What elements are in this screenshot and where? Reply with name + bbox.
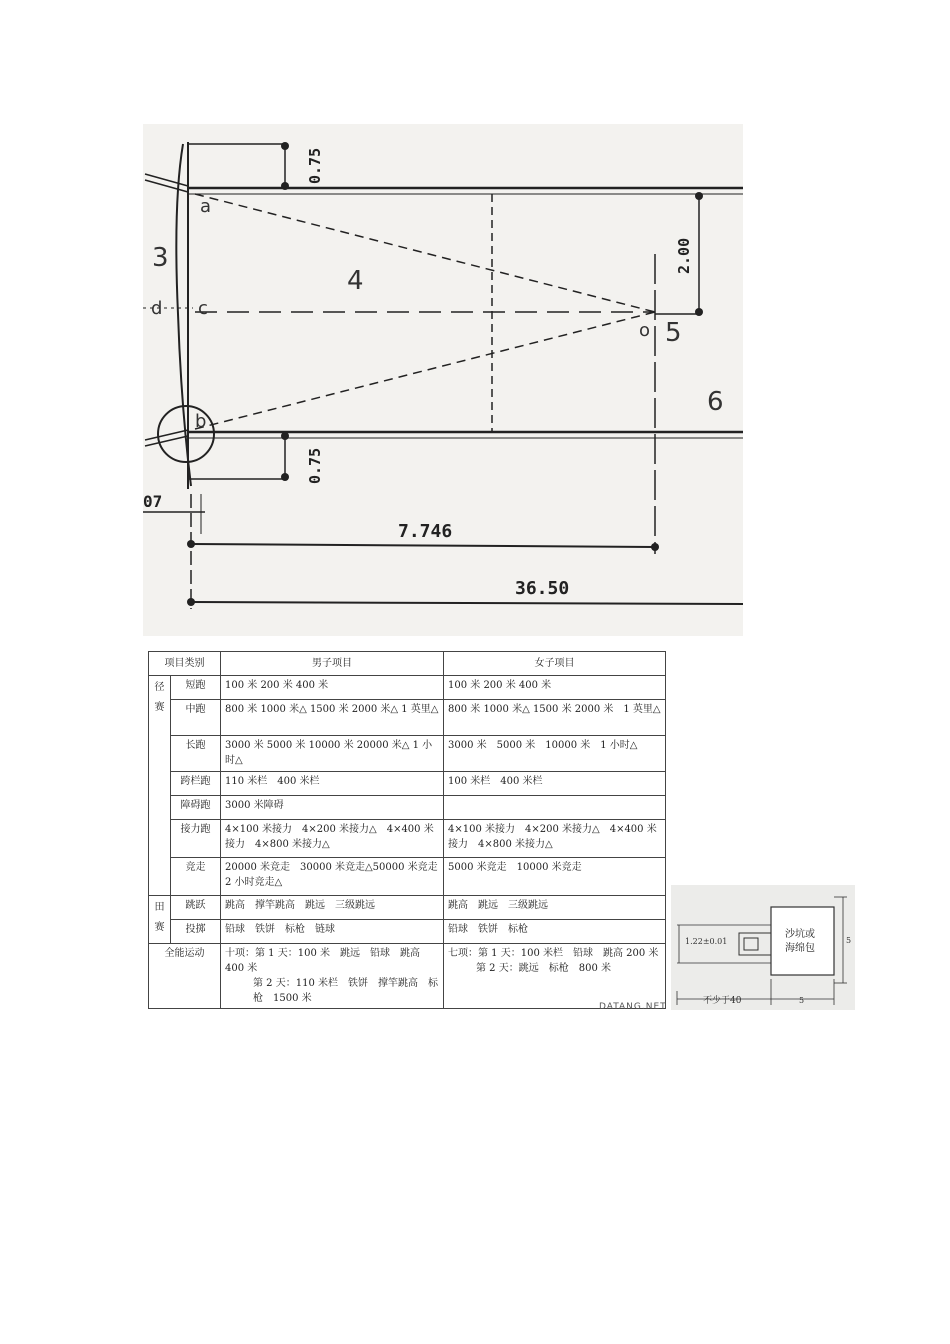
watermark: DATANG.NET [599, 1002, 667, 1012]
combined-men [221, 944, 444, 1009]
row-sub: 跳跃 [171, 896, 221, 920]
combined-men-day1: 十项：第 1 天：100 米 跳远 铅球 跳高 400 米 [225, 948, 420, 974]
row-sub: 短跑 [171, 676, 221, 700]
pit-box-label-1: 沙坑或 [785, 929, 815, 940]
row-men: 4×100 米接力 4×200 米接力△ 4×400 米接力 4×800 米接力△ [221, 820, 444, 858]
zone-6: 6 [707, 387, 724, 417]
header-women: 女子项目 [444, 652, 666, 676]
dim-bottom-gap: 0.75 [306, 447, 324, 484]
row-sub: 障碍跑 [171, 796, 221, 820]
combined-men-day2: 第 2 天：110 米栏 铁饼 撑竿跳高 标枪 1500 米 [253, 978, 438, 1004]
header-men: 男子项目 [221, 652, 444, 676]
row-men: 铅球 铁饼 标枪 链球 [221, 920, 444, 944]
point-c: c [198, 298, 208, 319]
row-sub: 长跑 [171, 736, 221, 772]
point-b: b [195, 411, 207, 432]
events-table [148, 651, 666, 1009]
row-women: 100 米栏 400 米栏 [444, 772, 666, 796]
row-women: 5000 米竞走 10000 米竞走 [444, 858, 666, 896]
row-men: 跳高 撑竿跳高 跳远 三级跳远 [221, 896, 444, 920]
row-women: 100 米 200 米 400 米 [444, 676, 666, 700]
combined-label: 全能运动 [149, 944, 221, 1009]
row-women: 3000 米 5000 米 10000 米 1 小时△ [444, 736, 666, 772]
combined-women [444, 944, 666, 1009]
zone-4: 4 [347, 266, 364, 296]
row-men: 20000 米竞走 30000 米竞走△50000 米竞走 2 小时竞走△ [221, 858, 444, 896]
dim-top-gap: 0.75 [306, 147, 324, 184]
pit-runway-label: 不少于40 [703, 996, 742, 1006]
group-track: 径 赛 [149, 676, 171, 896]
row-sub: 中跑 [171, 700, 221, 736]
row-women: 800 米 1000 米△ 1500 米 2000 米 1 英里△ [444, 700, 666, 736]
landing-pit-diagram [671, 885, 855, 1010]
point-o: o [639, 320, 651, 341]
row-men: 110 米栏 400 米栏 [221, 772, 444, 796]
row-sub: 竞走 [171, 858, 221, 896]
zone-3: 3 [152, 243, 169, 273]
row-men: 3000 米 5000 米 10000 米 20000 米△ 1 小时△ [221, 736, 444, 772]
point-a: a [200, 196, 212, 217]
row-women [444, 796, 666, 820]
header-category: 项目类别 [149, 652, 221, 676]
group-field: 田 赛 [149, 896, 171, 944]
technical-drawing [143, 124, 743, 636]
row-men: 100 米 200 米 400 米 [221, 676, 444, 700]
row-sub: 接力跑 [171, 820, 221, 858]
dim-half-width: 2.00 [675, 237, 693, 274]
row-women: 跳高 跳远 三级跳远 [444, 896, 666, 920]
row-sub: 跨栏跑 [171, 772, 221, 796]
row-women: 铅球 铁饼 标枪 [444, 920, 666, 944]
row-sub: 投掷 [171, 920, 221, 944]
dim-long: 36.50 [515, 578, 570, 599]
combined-women-day2: 第 2 天：跳远 标枪 800 米 [476, 963, 611, 974]
pit-box-label-2: 海绵包 [785, 943, 815, 954]
dim-partial: 07 [143, 492, 163, 511]
pit-length-label: 5 [799, 996, 805, 1005]
pit-width-label: 1.22±0.01 [685, 937, 728, 946]
pit-height-label: 5 [846, 936, 852, 945]
zone-5: 5 [665, 318, 682, 348]
point-d: d [151, 298, 163, 319]
row-men: 3000 米障碍 [221, 796, 444, 820]
row-men: 800 米 1000 米△ 1500 米 2000 米△ 1 英里△ [221, 700, 444, 736]
dim-short: 7.746 [398, 521, 453, 542]
row-women: 4×100 米接力 4×200 米接力△ 4×400 米接力 4×800 米接力△ [444, 820, 666, 858]
combined-women-day1: 七项：第 1 天：100 米栏 铅球 跳高 200 米 [448, 948, 659, 959]
